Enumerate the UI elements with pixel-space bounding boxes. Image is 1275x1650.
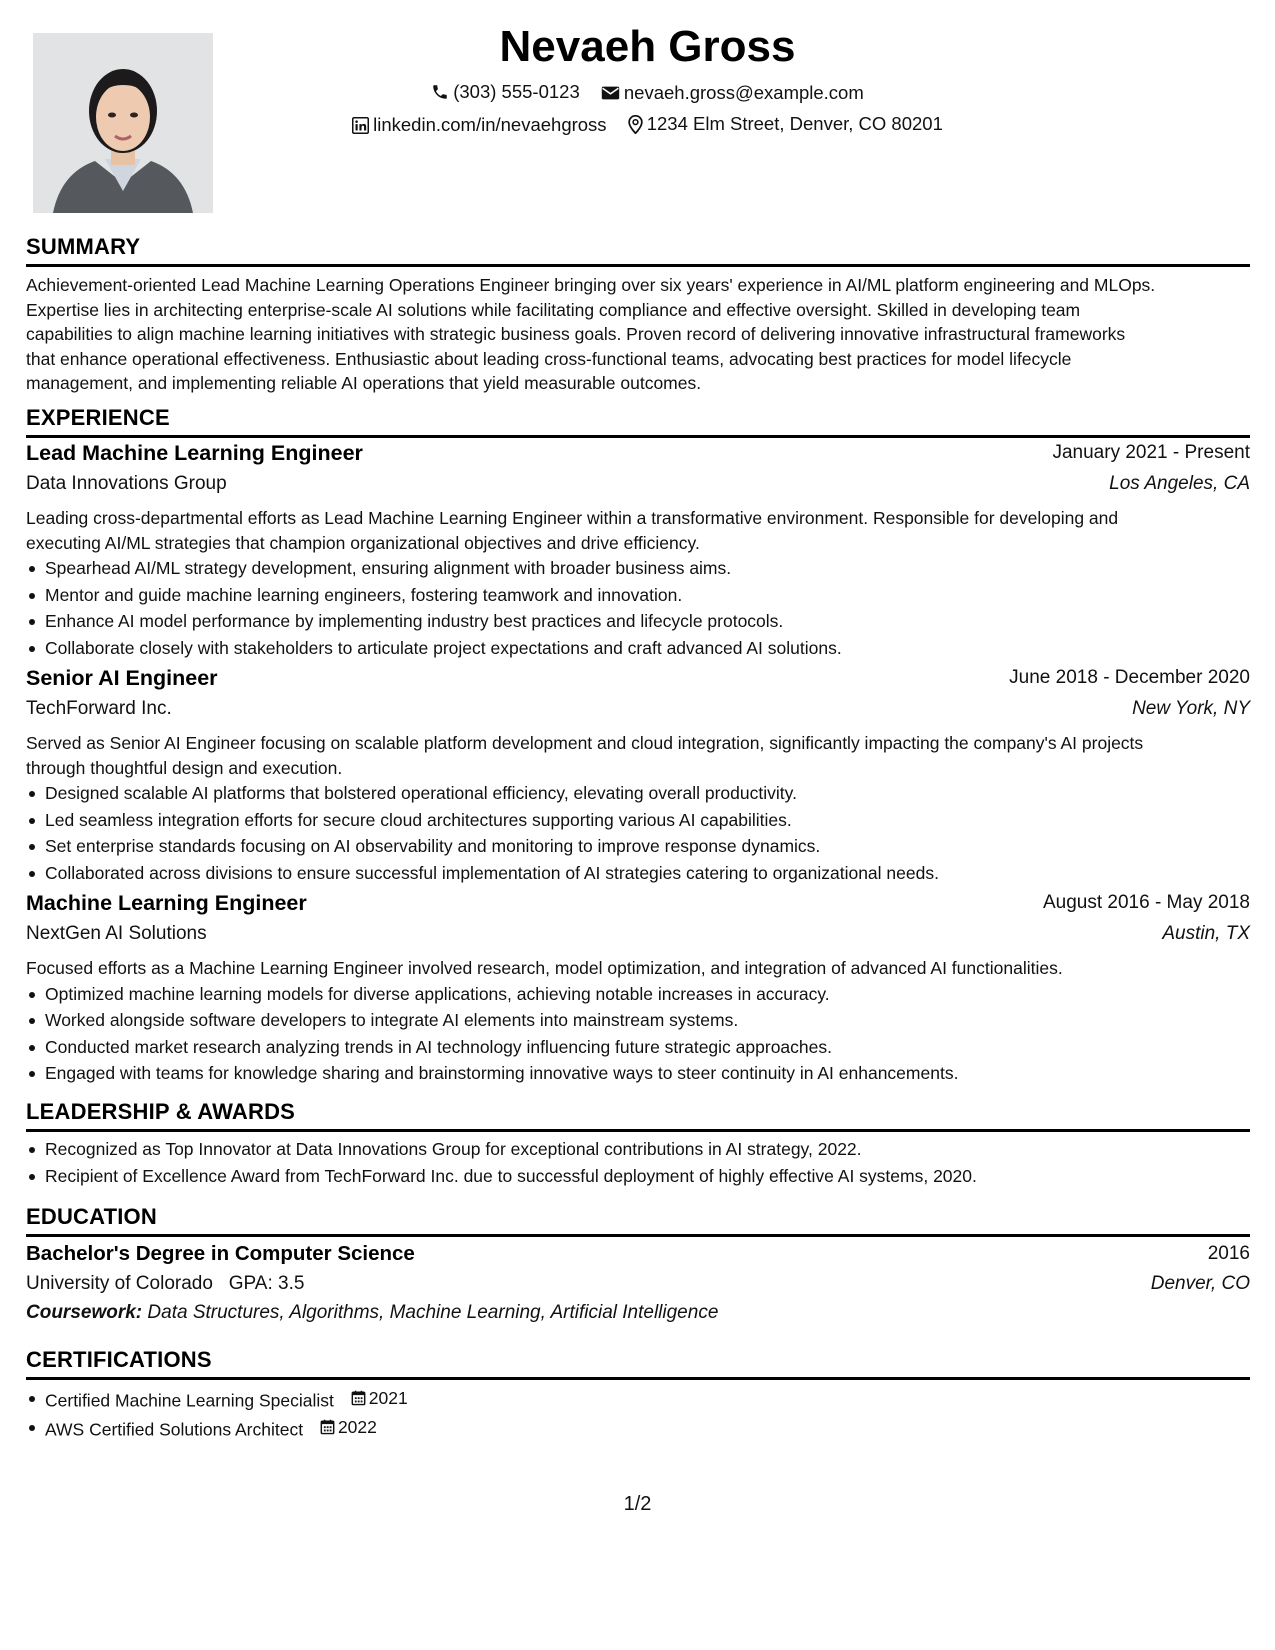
job-company: NextGen AI Solutions: [26, 923, 207, 944]
awards-list: [26, 1136, 1250, 1189]
job-dates: June 2018 - December 2020: [1009, 667, 1250, 688]
coursework-list: Data Structures, Algorithms, Machine Learning, Artificial Intelligence: [147, 1302, 719, 1323]
list-item: Spearhead AI/ML strategy development, ensuring alignment with broader business aims.: [26, 555, 1250, 582]
contact-row-secondary: [0, 113, 1275, 139]
coursework: [26, 1302, 1250, 1324]
list-item: Designed scalable AI platforms that bolstered operational efficiency, elevating overall productivity.: [26, 780, 1250, 807]
list-item: Recognized as Top Innovator at Data Innovations Group for exceptional contributions in AI strategy, 2022.: [26, 1136, 1250, 1163]
certification-year: 2022: [337, 1416, 377, 1437]
phone-text: (303) 555-0123: [453, 81, 580, 102]
email-text: nevaeh.gross@example.com: [623, 82, 864, 103]
job-location: Los Angeles, CA: [1109, 473, 1250, 494]
section-divider: [26, 1129, 1250, 1132]
list-item: Collaborate closely with stakeholders to articulate project expectations and craft advanced AI solutions.: [26, 635, 1250, 662]
certification-year: 2021: [368, 1388, 408, 1408]
envelope-icon: [601, 85, 620, 101]
certification-name: Certified Machine Learning Specialist: [45, 1390, 334, 1411]
job-location: Austin, TX: [1162, 923, 1250, 944]
leadership-section: [26, 1098, 1250, 1189]
calendar-icon: [320, 1419, 335, 1435]
certification-name: AWS Certified Solutions Architect: [45, 1419, 304, 1440]
section-divider: [26, 435, 1250, 438]
certifications-list: [26, 1385, 1250, 1443]
school-location: Denver, CO: [1150, 1273, 1250, 1294]
section-title: EDUCATION: [26, 1204, 157, 1229]
summary-text: Achievement-oriented Lead Machine Learning Operations Engineer bringing over six years' experience in AI/ML platform engineering and MLOps. Expertise lies in architecting enterprise-scale AI solutions while facilitating compliance and effective oversight. Skilled in developing team capabilities to align machine learning initiatives with strategic business goals. Proven record of delivering innovative infrastructural frameworks that enhance operational effectiveness. Enthusiastic about leading cross-functional teams, advocating best practices for model lifecycle management, and implementing reliable AI operations that yield measurable outcomes.: [26, 275, 1156, 394]
education-section: [26, 1203, 1250, 1324]
linkedin-icon: [352, 117, 369, 134]
section-title: LEADERSHIP & AWARDS: [26, 1099, 296, 1124]
list-item: [26, 1385, 1250, 1414]
address-text: 1234 Elm Street, Denver, CO 80201: [646, 113, 943, 134]
degree-title: Bachelor's Degree in Computer Science: [26, 1242, 415, 1265]
list-item: Led seamless integration efforts for secure cloud architectures supporting various AI capabilities.: [26, 807, 1250, 834]
list-item: Collaborated across divisions to ensure successful implementation of AI strategies catering to organizational needs.: [26, 860, 1250, 887]
candidate-name: Nevaeh Gross: [499, 22, 796, 71]
job-title: Machine Learning Engineer: [26, 891, 307, 915]
list-item: Optimized machine learning models for diverse applications, achieving notable increases in accuracy.: [26, 981, 1250, 1008]
school-name: University of Colorado: [26, 1273, 213, 1294]
job-company: Data Innovations Group: [26, 473, 227, 494]
job-entry: [26, 666, 1250, 887]
section-divider: [26, 1234, 1250, 1237]
school-info: [26, 1273, 304, 1295]
job-title: Senior AI Engineer: [26, 666, 218, 690]
job-description: Focused efforts as a Machine Learning Engineer involved research, model optimization, and integration of advanced AI functionalities.: [26, 958, 1063, 978]
list-item: Mentor and guide machine learning engineers, fostering teamwork and innovation.: [26, 582, 1250, 609]
list-item: [26, 1414, 1250, 1443]
section-divider: [26, 1377, 1250, 1380]
job-location: New York, NY: [1132, 698, 1250, 719]
job-company: TechForward Inc.: [26, 698, 172, 719]
contact-phone[interactable]: [431, 81, 580, 103]
contact-row-primary: [0, 81, 1275, 106]
job-description: Leading cross-departmental efforts as Lead Machine Learning Engineer within a transformative environment. Responsible for developing and executing AI/ML strategies that champion organizational objectives and drive efficiency.: [26, 508, 1119, 553]
contact-email[interactable]: [601, 82, 864, 104]
section-title: CERTIFICATIONS: [26, 1347, 212, 1372]
job-entry: [26, 441, 1250, 662]
page-number: 1/2: [623, 1493, 652, 1515]
job-dates: January 2021 - Present: [1052, 442, 1250, 463]
list-item: Enhance AI model performance by implementing industry best practices and lifecycle protocols.: [26, 608, 1250, 635]
linkedin-text: linkedin.com/in/nevaehgross: [373, 114, 607, 135]
summary-section: [26, 233, 1250, 396]
certifications-section: [26, 1346, 1250, 1443]
job-bullets: [26, 555, 1250, 661]
list-item: Engaged with teams for knowledge sharing and brainstorming innovative ways to steer continuity in AI enhancements.: [26, 1060, 1250, 1087]
job-description: Served as Senior AI Engineer focusing on scalable platform development and cloud integration, significantly impacting the company's AI projects through thoughtful design and execution.: [26, 733, 1144, 778]
list-item: Conducted market research analyzing trends in AI technology influencing future strategic approaches.: [26, 1034, 1250, 1061]
job-dates: August 2016 - May 2018: [1042, 892, 1250, 913]
contact-address: [628, 113, 943, 135]
calendar-icon: [351, 1390, 366, 1406]
map-pin-icon: [628, 115, 643, 134]
job-bullets: [26, 780, 1250, 886]
phone-icon: [431, 83, 449, 101]
list-item: Recipient of Excellence Award from TechForward Inc. due to successful deployment of highly effective AI systems, 2020.: [26, 1163, 1250, 1190]
section-divider: [26, 264, 1250, 267]
section-title: SUMMARY: [26, 234, 141, 259]
contact-linkedin[interactable]: [352, 114, 606, 136]
section-title: EXPERIENCE: [26, 405, 170, 430]
experience-section: [26, 404, 1250, 438]
list-item: Worked alongside software developers to integrate AI elements into mainstream systems.: [26, 1007, 1250, 1034]
coursework-label: Coursework:: [26, 1302, 143, 1323]
gpa: GPA: 3.5: [228, 1273, 305, 1294]
job-bullets: [26, 981, 1250, 1087]
graduation-year: 2016: [1207, 1243, 1250, 1264]
list-item: Set enterprise standards focusing on AI observability and monitoring to improve response dynamics.: [26, 833, 1250, 860]
job-entry: [26, 891, 1250, 1087]
job-title: Lead Machine Learning Engineer: [26, 441, 363, 465]
